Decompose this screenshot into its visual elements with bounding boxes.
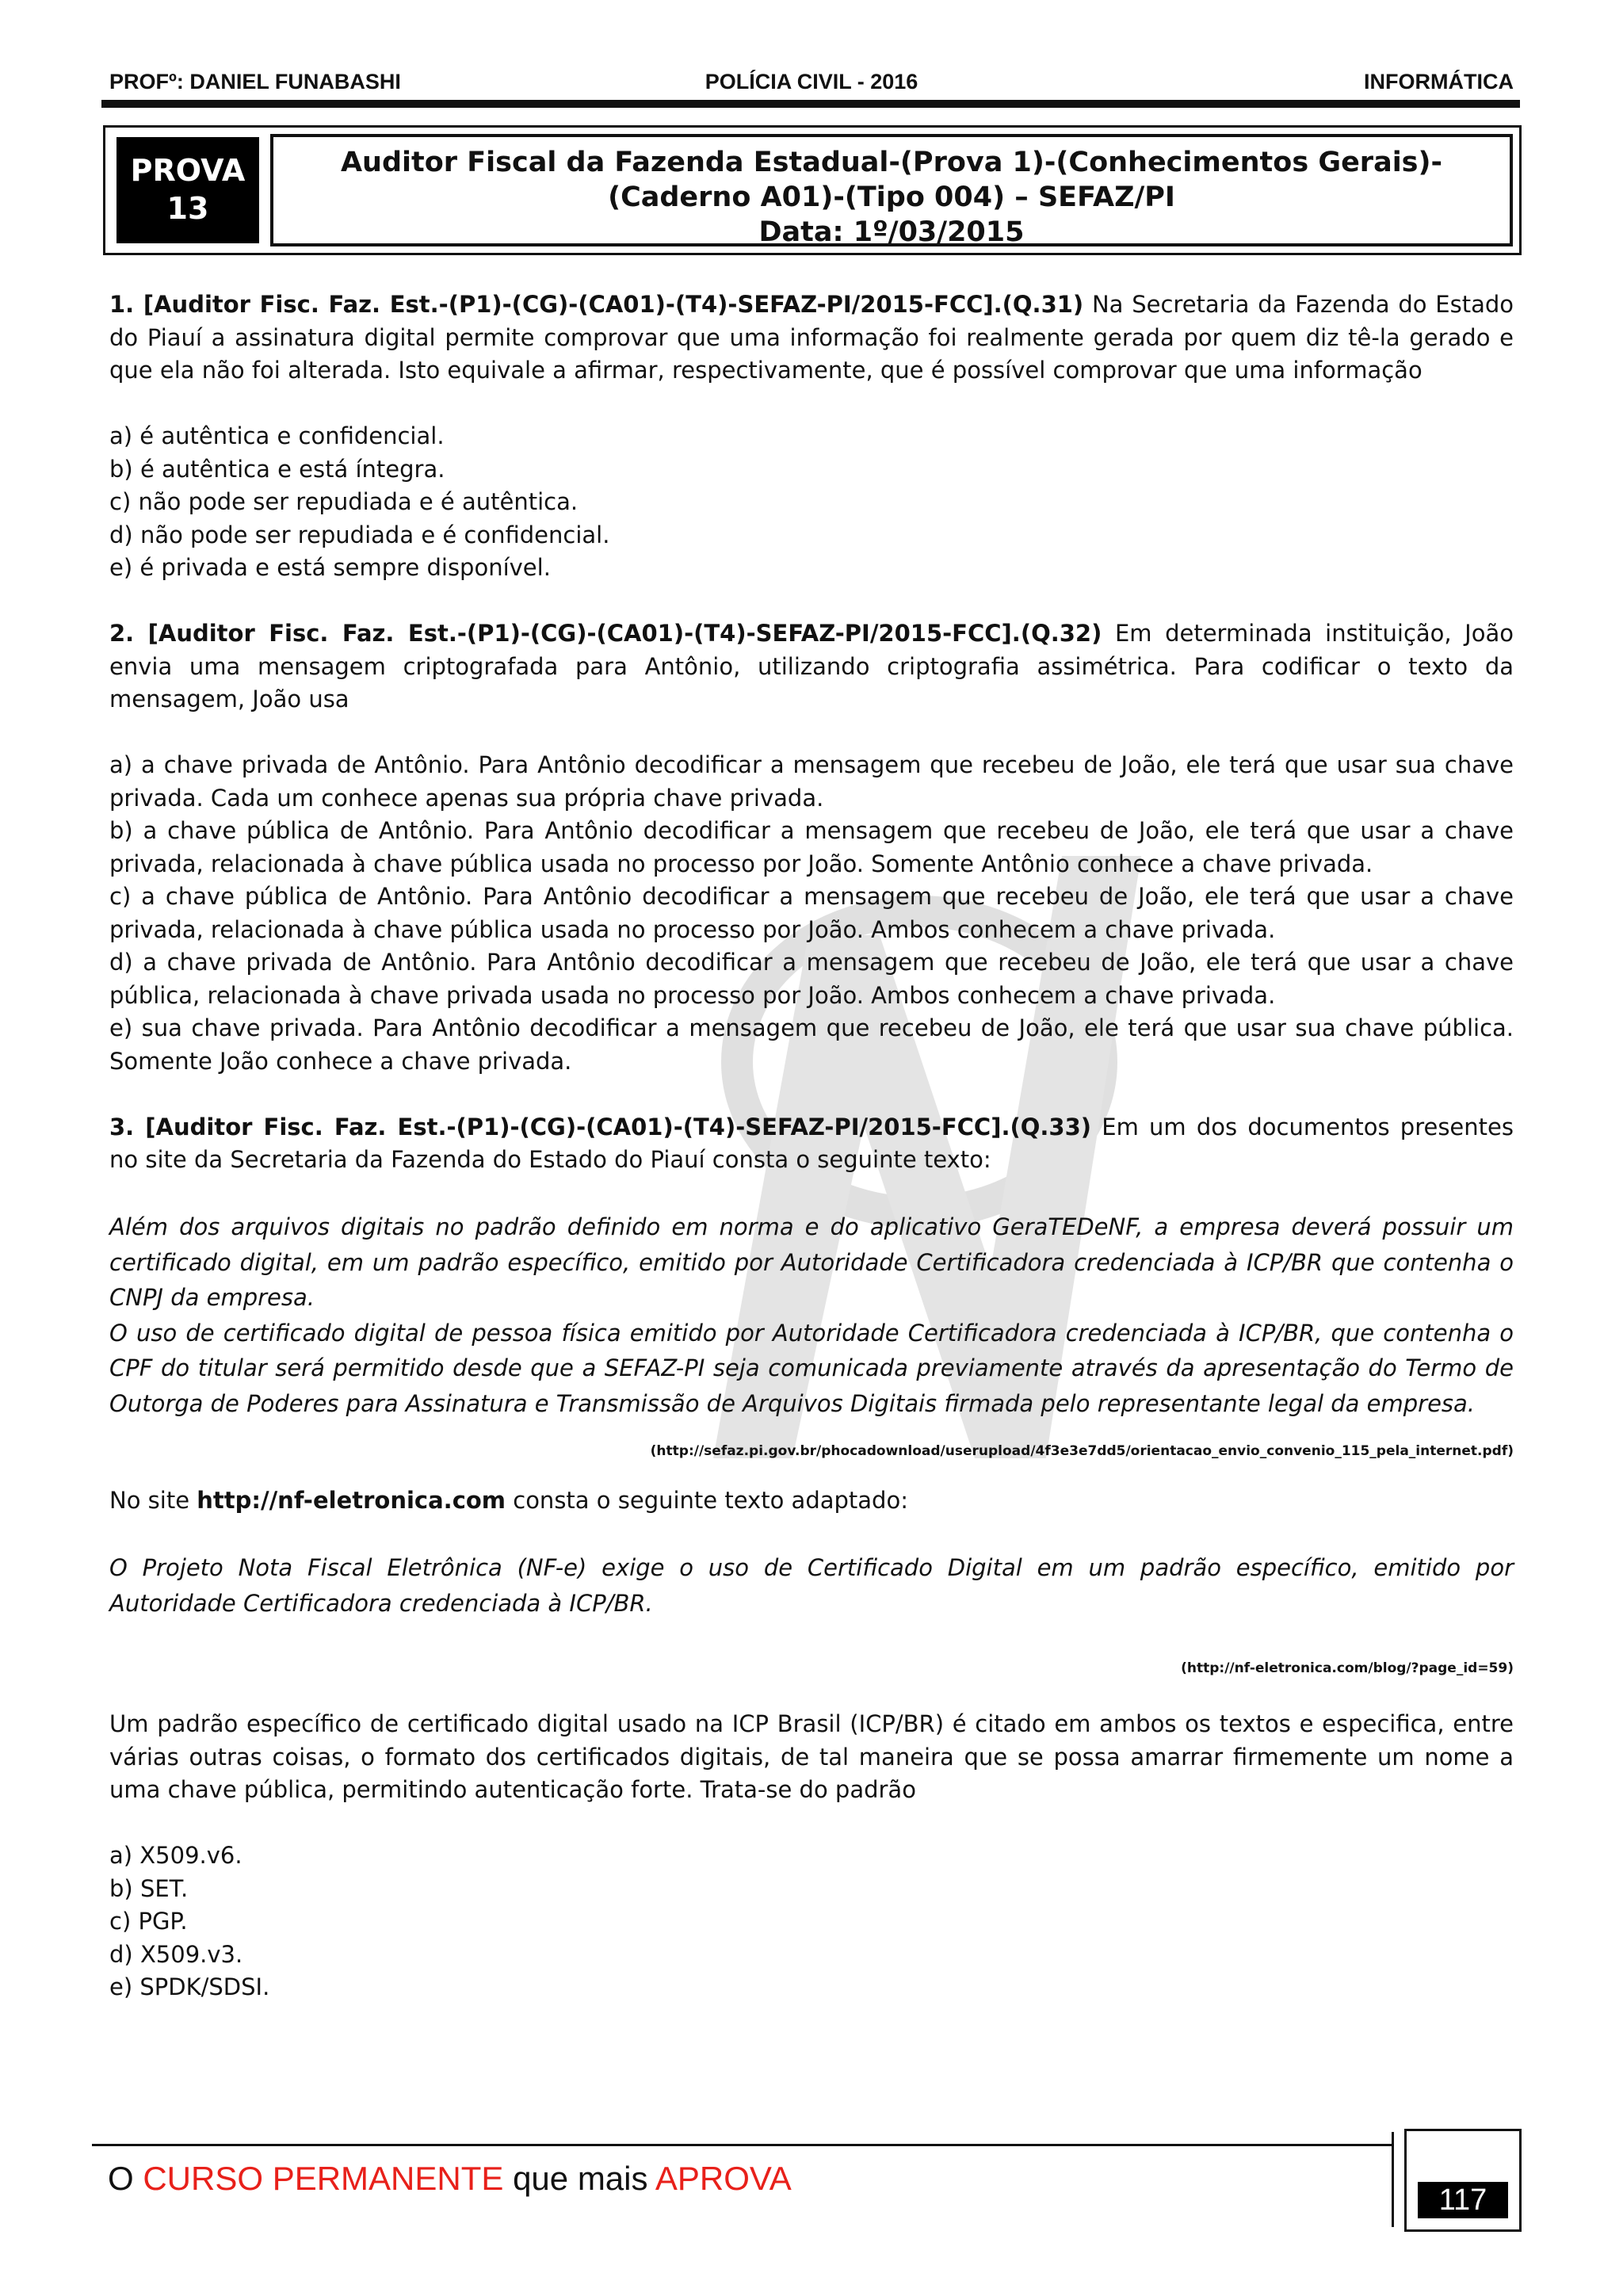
question-3-quote-2: O Projeto Nota Fiscal Eletrônica (NF-e) exige o uso de Certificado Digital em um padrão específico, emitido por Autoridade Certificadora credenciada à ICP/BR. [109, 1554, 1514, 1617]
exam-title [270, 134, 1513, 246]
badge-number: 13 [166, 191, 209, 226]
question-1-option-b: b) é autêntica e está íntegra. [109, 455, 445, 483]
badge-label: PROVA [130, 153, 246, 188]
question-2-text: Em determinada instituição, João envia uma mensagem criptografada para Antônio, utilizando criptografia assimétrica. Para codificar o texto da mensagem, João usa [109, 620, 1514, 712]
question-3-quote-1-paragraph-2: O uso de certificado digital de pessoa física emitido por Autoridade Certificadora credenciada à ICP/BR, que contenha o CPF do titular será permitido desde que a SEFAZ-PI seja comunicada previamente através da apresentação do Termo de Outorga de Poderes para Assinatura e Transmissão de Arquivos Digitais firmada pelo representante legal da empresa. [109, 1319, 1514, 1417]
question-3-stem [109, 1111, 1514, 1177]
question-2-option-a: a) a chave privada de Antônio. Para Antônio decodificar a mensagem que recebeu de João, ele terá que usar sua chave privada. Cada um conhece apenas sua própria chave privada. [109, 751, 1514, 812]
question-2-option-c: c) a chave pública de Antônio. Para Antônio decodificar a mensagem que recebeu de João, ele terá que usar a chave privada, relacionada à chave pública usada no processo por João. Ambos conhecem a chave privada. [109, 883, 1514, 943]
question-3-site-line: No site http://nf-eletronica.com consta o seguinte texto adaptado: [109, 1487, 908, 1514]
exam-title-line-2: (Caderno A01)-(Tipo 004) – SEFAZ/PI [608, 181, 1175, 213]
question-3-option-b: b) SET. [109, 1874, 189, 1902]
question-2-option-b: b) a chave pública de Antônio. Para Antônio decodificar a mensagem que recebeu de João, ele terá que usar a chave privada, relacionada à chave pública usada no processo por João. Somente Antônio conhece a chave privada. [109, 817, 1514, 877]
exam-date: Data: 1º/03/2015 [758, 216, 1025, 248]
header-subject: INFORMÁTICA [1364, 70, 1514, 94]
slogan-highlight-2: APROVA [655, 2160, 792, 2197]
page-number: 117 [1418, 2182, 1508, 2218]
question-3-option-c: c) PGP. [109, 1908, 188, 1935]
header-rule [101, 100, 1520, 108]
question-3-option-a: a) X509.v6. [109, 1842, 242, 1869]
question-3-text: Em um dos documentos presentes no site da Secretaria da Fazenda do Estado do Piauí consta o seguinte texto: [109, 1113, 1514, 1173]
question-1-header: 1. [Auditor Fisc. Faz. Est.-(P1)-(CG)-(CA01)-(T4)-SEFAZ-PI/2015-FCC].(Q.31) [109, 291, 1084, 318]
question-3-prompt: Um padrão específico de certificado digital usado na ICP Brasil (ICP/BR) é citado em ambos os textos e especifica, entre várias outras coisas, o formato dos certificados digitais, de tal maneira que se possa amarrar firmemente um nome a uma chave pública, permitindo autenticação forte. Trata-se do padrão [109, 1710, 1514, 1803]
question-3-option-d: d) X509.v3. [109, 1940, 243, 1968]
running-header [109, 70, 1514, 101]
footer-divider [1392, 2132, 1394, 2227]
question-3-quote-1-paragraph-1: Além dos arquivos digitais no padrão definido em norma e do aplicativo GeraTEDeNF, a empresa deverá possuir um certificado digital, em um padrão específico, emitido por Autoridade Certificadora credenciada à ICP/BR que contenha o CNPJ da empresa. [109, 1213, 1514, 1311]
slogan-highlight-1: CURSO PERMANENTE [143, 2160, 504, 2197]
question-3-source-2: (http://nf-eletronica.com/blog/?page_id=59) [1181, 1660, 1514, 1676]
question-3-source-1: (http://sefaz.pi.gov.br/phocadownload/userupload/4f3e3e7dd5/orientacao_envio_convenio_115_pela_internet.pdf) [650, 1443, 1514, 1459]
question-1-option-d: d) não pode ser repudiada e é confidencial. [109, 521, 610, 548]
question-1-option-a: a) é autêntica e confidencial. [109, 422, 445, 449]
question-1-option-c: c) não pode ser repudiada e é autêntica. [109, 488, 579, 515]
header-subject-exam: POLÍCIA CIVIL - 2016 [705, 70, 918, 94]
exam-title-box [103, 125, 1522, 255]
site-url: http://nf-eletronica.com [197, 1487, 506, 1514]
question-3-header: 3. [Auditor Fisc. Faz. Est.-(P1)-(CG)-(CA01)-(T4)-SEFAZ-PI/2015-FCC].(Q.33) [109, 1113, 1092, 1140]
questions-content [109, 288, 1514, 2004]
question-2-option-d: d) a chave privada de Antônio. Para Antônio decodificar a mensagem que recebeu de João, ele terá que usar a chave pública, relacionada à chave privada usada no processo por João. Ambos conhecem a chave privada. [109, 949, 1514, 1009]
footer-slogan: O CURSO PERMANENTE que mais APROVA [108, 2160, 792, 2197]
question-2-option-e: e) sua chave privada. Para Antônio decodificar a mensagem que recebeu de João, ele terá que usar sua chave pública. Somente João conhece a chave privada. [109, 1014, 1514, 1075]
exam-number-badge [116, 137, 259, 243]
question-1-text: Na Secretaria da Fazenda do Estado do Piauí a assinatura digital permite comprovar que uma informação foi realmente gerada por quem diz tê-la gerado e que ela não foi alterada. Isto equivale a afirmar, respectivamente, que é possível comprovar que uma informação [109, 291, 1514, 384]
question-2-stem [109, 617, 1514, 716]
question-1-stem [109, 288, 1514, 388]
header-author: PROFº: DANIEL FUNABASHI [109, 70, 401, 94]
question-1-option-e: e) é privada e está sempre disponível. [109, 554, 551, 581]
question-3-option-e: e) SPDK/SDSI. [109, 1973, 270, 2000]
footer-rule [92, 2144, 1392, 2146]
page-number-box [1404, 2129, 1522, 2232]
exam-title-line-1: Auditor Fiscal da Fazenda Estadual-(Prova 1)-(Conhecimentos Gerais)- [340, 147, 1443, 178]
question-2-header: 2. [Auditor Fisc. Faz. Est.-(P1)-(CG)-(CA01)-(T4)-SEFAZ-PI/2015-FCC].(Q.32) [109, 620, 1102, 647]
